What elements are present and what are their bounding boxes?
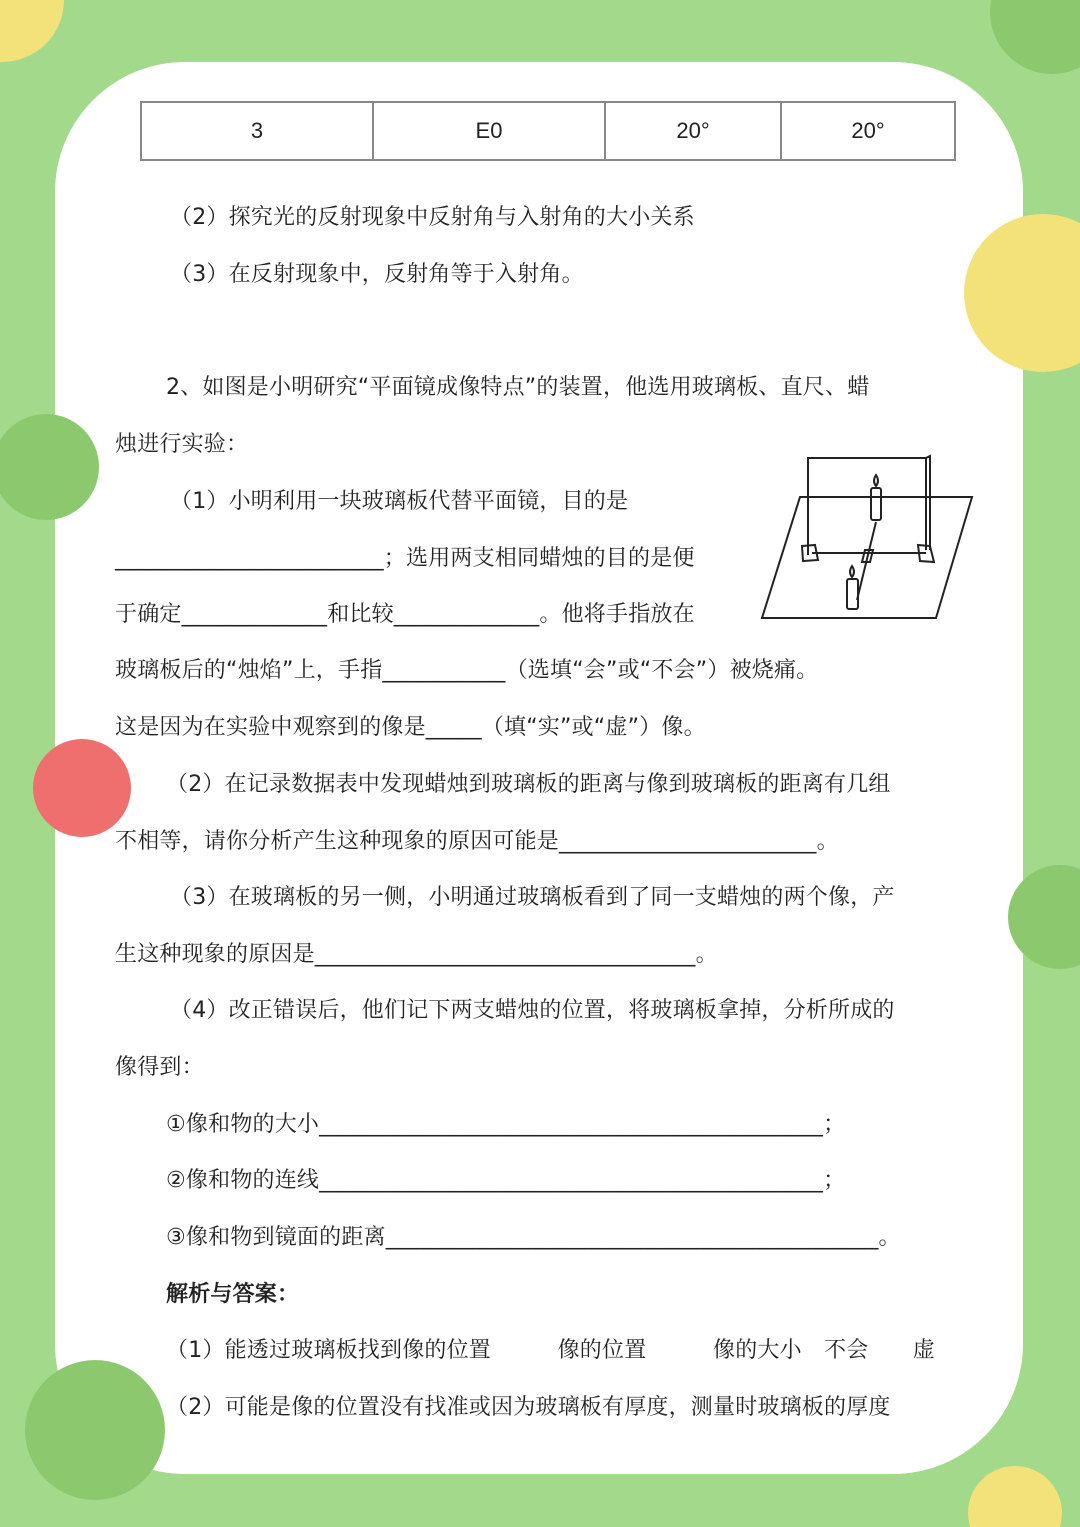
text-line: 烛进行实验： (115, 432, 249, 457)
text-line: ②像和物的连线_____________________________________________； (166, 1168, 846, 1193)
table-cell: 20° (781, 102, 955, 160)
text-line: ①像和物的大小_____________________________________________； (166, 1112, 846, 1137)
decor-yellow-circle (968, 1466, 1062, 1527)
table-row (141, 102, 955, 160)
text-line: 这是因为在实验中观察到的像是_____（填“实”或“虚”）像。 (115, 715, 706, 740)
decor-red-circle (33, 739, 131, 837)
text-line: 于确定_____________和比较_____________。他将手指放在 (115, 602, 695, 627)
text-line: （3）在玻璃板的另一侧，小明通过玻璃板看到了同一支蜡烛的两个像，产 (170, 885, 895, 910)
text-line: （2）探究光的反射现象中反射角与入射角的大小关系 (170, 205, 695, 230)
text-line: ③像和物到镜面的距离____________________________________________。 (166, 1225, 901, 1250)
text-line: 像得到： (115, 1055, 204, 1080)
text-line: （3）在反射现象中，反射角等于入射角。 (170, 262, 584, 287)
text-line: （4）改正错误后，他们记下两支蜡烛的位置，将玻璃板拿掉，分析所成的 (170, 998, 895, 1023)
plane-mirror-apparatus-diagram (760, 450, 980, 630)
decor-green-circle (1008, 865, 1080, 969)
text-line: 生这种现象的原因是__________________________________。 (115, 942, 718, 967)
text-line: （2）在记录数据表中发现蜡烛到玻璃板的距离与像到玻璃板的距离有几组 (166, 772, 891, 797)
answer-heading: 解析与答案： (166, 1282, 300, 1307)
decor-yellow-circle (964, 214, 1080, 372)
text-line: 不相等，请你分析产生这种现象的原因可能是_______________________。 (115, 829, 839, 854)
question-2: 2、如图是小明研究“平面镜成像特点”的装置，他选用玻璃板、直尺、蜡 (166, 375, 870, 400)
text-line: 玻璃板后的“烛焰”上，手指___________（选填“会”或“不会”）被烧痛。 (115, 658, 819, 683)
table-cell: 3 (141, 102, 373, 160)
decor-green-circle (25, 1360, 165, 1500)
table-cell: E0 (373, 102, 605, 160)
text-line: ________________________；选用两支相同蜡烛的目的是便 (115, 546, 695, 571)
text-line: （1）小明利用一块玻璃板代替平面镜，目的是 (170, 489, 629, 514)
answer-line: （2）可能是像的位置没有找准或因为玻璃板有厚度，测量时玻璃板的厚度 (166, 1395, 891, 1420)
table-cell: 20° (605, 102, 781, 160)
data-table (140, 101, 956, 161)
answer-line: （1）能透过玻璃板找到像的位置 像的位置 像的大小 不会 虚 (166, 1338, 935, 1363)
decor-green-circle (0, 414, 99, 520)
